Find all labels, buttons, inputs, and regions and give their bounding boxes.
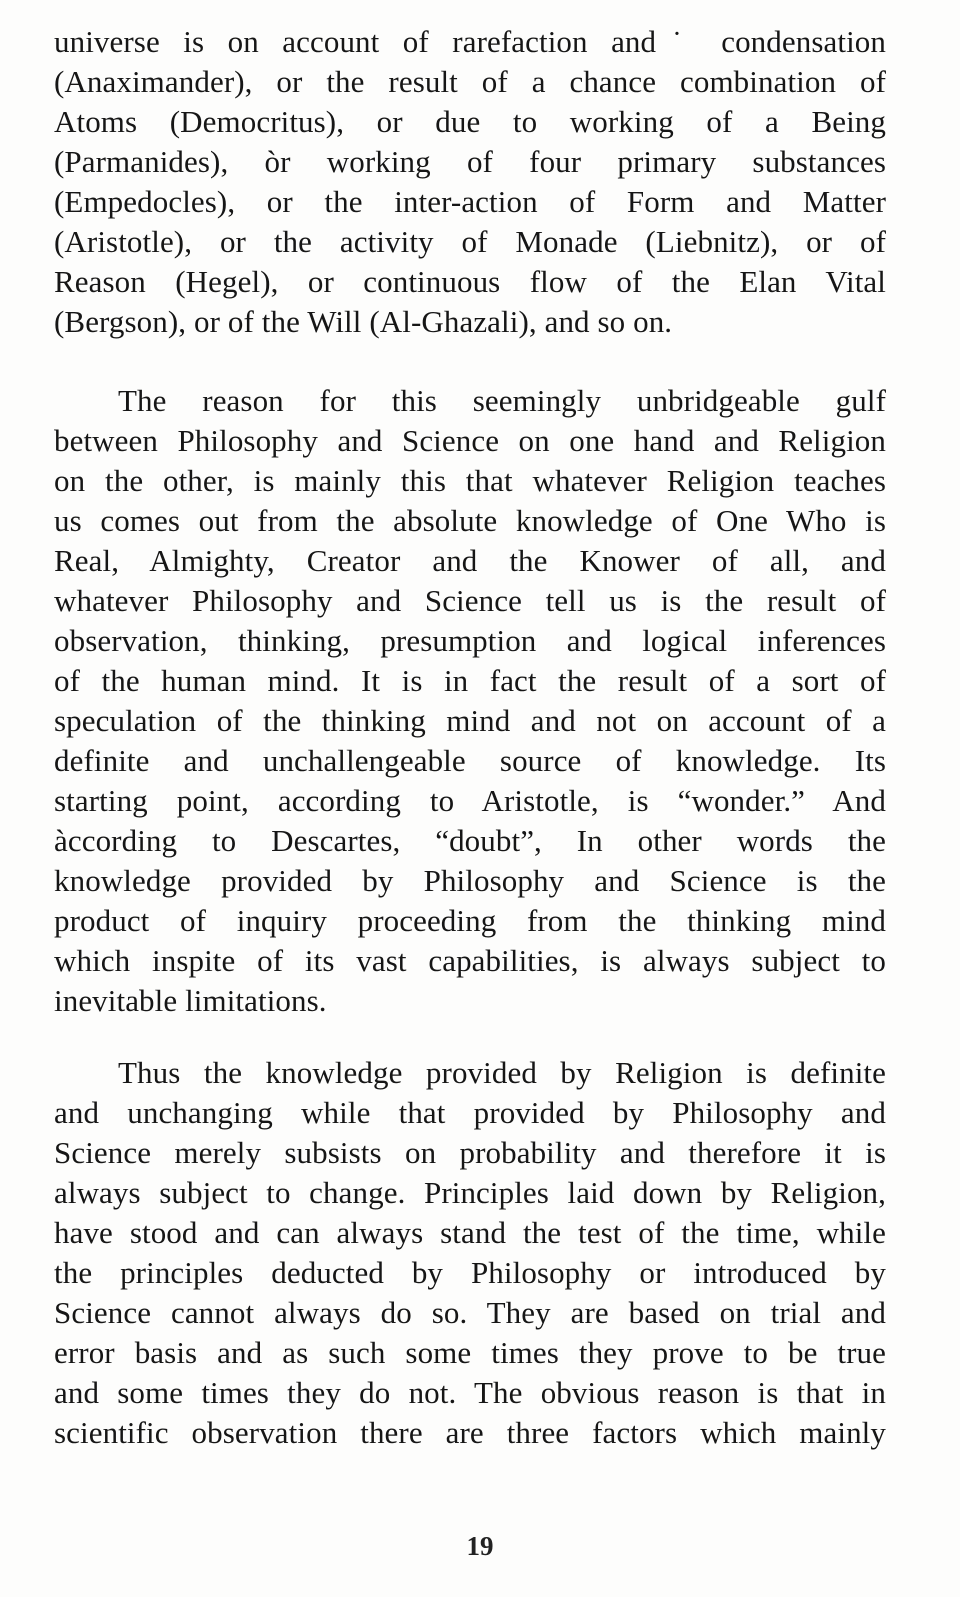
text-line: The reason for this seemingly unbridgeable gulf bbox=[118, 383, 886, 418]
text-line: knowledge provided by Philosophy and Science is the bbox=[54, 863, 886, 898]
text-line: (Empedocles), or the inter-action of Form and Matter bbox=[54, 184, 886, 219]
text-line: between Philosophy and Science on one hand and Religion bbox=[54, 423, 886, 458]
text-line: starting point, according to Aristotle, is “wonder.” And bbox=[54, 783, 886, 818]
text-line: universe is on account of rarefaction and˙ condensation bbox=[54, 24, 886, 59]
text-line: inevitable limitations. bbox=[54, 983, 327, 1018]
text-line: whatever Philosophy and Science tell us is the result of bbox=[54, 583, 886, 618]
text-line: Thus the knowledge provided by Religion is definite bbox=[118, 1055, 886, 1090]
text-line: àccording to Descartes, “doubt”, In other words the bbox=[54, 823, 886, 858]
text-line: on the other, is mainly this that whatever Religion teaches bbox=[54, 463, 886, 498]
text-line: product of inquiry proceeding from the thinking mind bbox=[54, 903, 886, 938]
paragraph-1 bbox=[54, 22, 886, 342]
page-number: 19 bbox=[466, 1531, 494, 1561]
text-line: us comes out from the absolute knowledge of One Who is bbox=[54, 503, 886, 538]
text-line: observation, thinking, presumption and logical inferences bbox=[54, 623, 886, 658]
text-line: Reason (Hegel), or continuous flow of the Elan Vital bbox=[54, 264, 886, 299]
text-line: scientific observation there are three factors which mainly bbox=[54, 1415, 886, 1450]
text-line: Real, Almighty, Creator and the Knower of all, and bbox=[54, 543, 886, 578]
text-line: (Parmanides), òr working of four primary substances bbox=[54, 144, 886, 179]
text-line: and unchanging while that provided by Philosophy and bbox=[54, 1095, 886, 1130]
text-line: have stood and can always stand the test of the time, while bbox=[54, 1215, 886, 1250]
text-line: (Bergson), or of the Will (Al-Ghazali), and so on. bbox=[54, 304, 673, 339]
text-line: and some times they do not. The obvious reason is that in bbox=[54, 1375, 886, 1410]
text-line: the principles deducted by Philosophy or introduced by bbox=[54, 1255, 886, 1290]
text-line: (Aristotle), or the activity of Monade (Liebnitz), or of bbox=[54, 224, 886, 259]
text-line: (Anaximander), or the result of a chance combination of bbox=[54, 64, 886, 99]
text-line: Science merely subsists on probability and therefore it is bbox=[54, 1135, 886, 1170]
text-line: Atoms (Democritus), or due to working of a Being bbox=[54, 104, 886, 139]
text-line: speculation of the thinking mind and not on account of a bbox=[54, 703, 886, 738]
paragraph-3 bbox=[54, 1053, 886, 1453]
paragraph-2 bbox=[54, 381, 886, 1021]
text-line: Science cannot always do so. They are based on trial and bbox=[54, 1295, 886, 1330]
text-line: error basis and as such some times they prove to be true bbox=[54, 1335, 886, 1370]
text-line: of the human mind. It is in fact the result of a sort of bbox=[54, 663, 886, 698]
text-line: always subject to change. Principles laid down by Religion, bbox=[54, 1175, 886, 1210]
text-line: which inspite of its vast capabilities, is always subject to bbox=[54, 943, 886, 978]
text-line: definite and unchallengeable source of knowledge. Its bbox=[54, 743, 886, 778]
